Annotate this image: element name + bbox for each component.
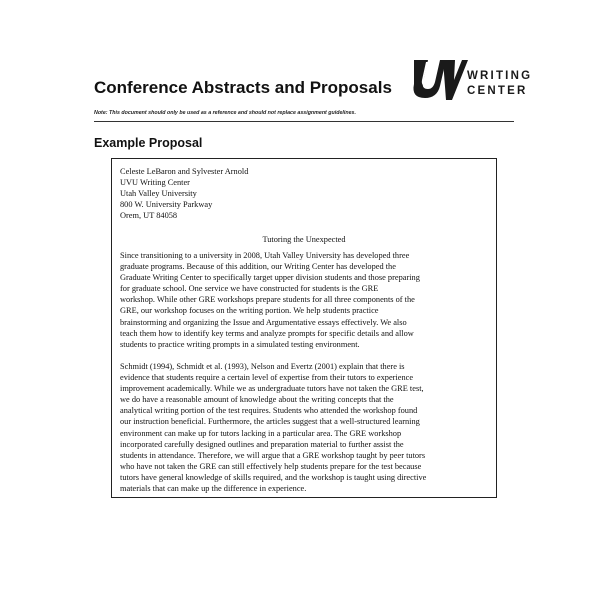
address-line: UVU Writing Center <box>120 178 190 188</box>
paragraph-line: graduate programs. Because of this addition, our Writing Center has developed the <box>120 262 396 272</box>
paragraph-line: materials that can make up the difference in experience. <box>120 484 307 494</box>
header-divider <box>94 121 514 122</box>
paragraph-line: workshop. While other GRE workshops prepare students for all three components of the <box>120 295 415 305</box>
proposal-paragraph-2 <box>120 361 426 494</box>
paragraph-line: our instruction beneficial. Furthermore, the articles suggest that a well-structured learning <box>120 417 420 427</box>
logo-line-1: WRITING <box>467 70 533 82</box>
paragraph-line: evidence that students require a certain level of expertise from their tutors to experience <box>120 373 414 383</box>
paragraph-line: we do have a reasonable amount of knowledge about the writing concepts that the <box>120 395 394 405</box>
paragraph-line: improvement academically. While we as undergraduate tutors have not taken the GRE test, <box>120 384 424 394</box>
paragraph-line: GRE, our workshop focuses on the writing portion. We help students practice <box>120 306 379 316</box>
section-title: Example Proposal <box>94 136 203 150</box>
paragraph-line: students in attendance. Therefore, we will argue that a GRE workshop taught by peer tutors <box>120 450 426 460</box>
proposal-paragraph-1 <box>120 250 420 350</box>
paragraph-line: environment can make up for tutors lacking in a particular area. The GRE workshop <box>120 428 402 438</box>
address-line: 800 W. University Parkway <box>120 200 213 210</box>
paragraph-line: Graduate Writing Center to specifically target upper division students and those preparing <box>120 273 420 283</box>
paragraph-line: students to practice writing prompts in a simulated testing environment. <box>120 339 360 349</box>
paragraph-line: Since transitioning to a university in 2008, Utah Valley University has developed three <box>120 251 410 260</box>
paragraph-line: brainstorming and organizing the Issue and Argumentative essays effectively. We also <box>120 317 407 327</box>
author-address-block <box>120 166 248 221</box>
proposal-title: Tutoring the Unexpected <box>262 235 346 244</box>
logo-line-2: CENTER <box>467 85 528 97</box>
document-title: Conference Abstracts and Proposals <box>94 78 392 97</box>
address-line: Orem, UT 84058 <box>120 211 178 221</box>
paragraph-line: who have not taken the GRE can still effectively help students prepare for the test because <box>120 461 422 471</box>
paragraph-line: analytical writing portion of the test requires. Students who attended the workshop found <box>120 406 418 416</box>
paragraph-line: for graduate school. One service we have constructed for students is the GRE <box>120 284 379 294</box>
paragraph-line: teach them how to identify key terms and analyze prompts for specific details and allow <box>120 328 414 338</box>
address-line: Celeste LeBaron and Sylvester Arnold <box>120 167 249 176</box>
uv-logo-icon <box>410 56 470 104</box>
paragraph-line: Schmidt (1994), Schmidt et al. (1993), Nelson and Evertz (2001) explain that there is <box>120 362 405 371</box>
address-line: Utah Valley University <box>120 189 197 199</box>
reference-note: Note: This document should only be used as a reference and should not replace assignment guidelines. <box>94 110 356 116</box>
paragraph-line: tutors have general knowledge of skills required, and the workshop is taught using directive <box>120 472 427 482</box>
writing-center-wordmark <box>467 69 532 99</box>
paragraph-line: incorporated carefully designed outlines and preparation material to further assist the <box>120 439 404 449</box>
